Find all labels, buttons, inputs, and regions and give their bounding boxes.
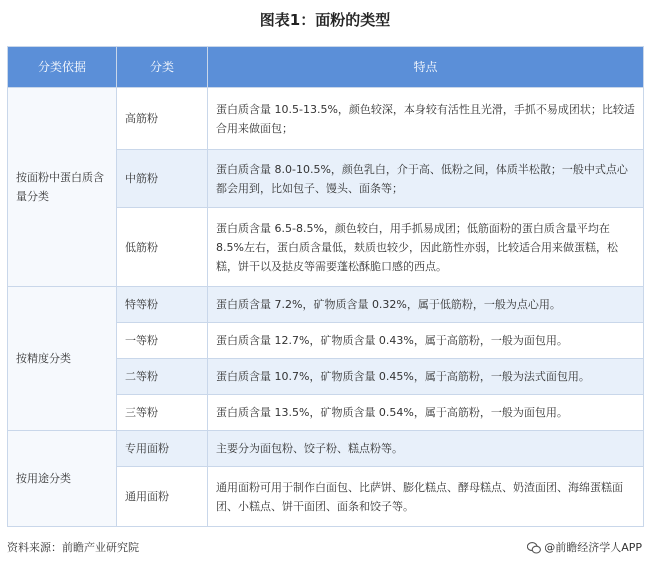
feature-cell: 蛋白质含量 8.0-10.5%，颜色乳白，介于高、低粉之间，体质半松散；一般中式点心都会用到，比如包子、馒头、面条等； [208,150,644,208]
table-row [8,287,644,323]
category-cell: 通用面粉 [117,467,208,527]
header-feature: 特点 [208,47,644,88]
category-cell: 二等粉 [117,359,208,395]
figure-title: 图表1：面粉的类型 [259,11,391,29]
group-basis-usage: 按用途分类 [8,431,117,527]
header-basis: 分类依据 [8,47,117,88]
category-cell: 高筋粉 [117,88,208,150]
feature-cell: 蛋白质含量 7.2%，矿物质含量 0.32%，属于低筋粉，一般为点心用。 [208,287,644,323]
brand-label: @前瞻经济学人APP [544,541,642,554]
source-note: 资料来源：前瞻产业研究院 [7,541,139,554]
category-cell: 专用面粉 [117,431,208,467]
feature-cell: 蛋白质含量 12.7%，矿物质含量 0.43%，属于高筋粉，一般为面包用。 [208,323,644,359]
table-header-row [8,47,644,88]
feature-cell: 蛋白质含量 10.7%，矿物质含量 0.45%，属于高筋粉，一般为法式面包用。 [208,359,644,395]
wechat-icon [527,542,541,554]
feature-cell: 蛋白质含量 13.5%，矿物质含量 0.54%，属于高筋粉，一般为面包用。 [208,395,644,431]
category-cell: 低筋粉 [117,208,208,287]
header-category: 分类 [117,47,208,88]
brand-note [527,539,642,557]
table-row [8,88,644,150]
table-row [8,431,644,467]
category-cell: 一等粉 [117,323,208,359]
flour-types-table [7,46,644,527]
feature-cell: 蛋白质含量 10.5-13.5%，颜色较深，本身较有活性且光滑，手抓不易成团状；比较适合用来做面包； [208,88,644,150]
category-cell: 特等粉 [117,287,208,323]
group-basis-protein: 按面粉中蛋白质含量分类 [8,88,117,287]
category-cell: 中筋粉 [117,150,208,208]
feature-cell: 主要分为面包粉、饺子粉、糕点粉等。 [208,431,644,467]
category-cell: 三等粉 [117,395,208,431]
feature-cell: 蛋白质含量 6.5-8.5%，颜色较白，用手抓易成团；低筋面粉的蛋白质含量平均在 8.5%左右，蛋白质含量低，麸质也较少，因此筋性亦弱，比较适合用来做蛋糕，松糕，饼干以及挞皮等需要蓬松酥脆口感的西点。 [208,208,644,287]
feature-cell: 通用面粉可用于制作白面包、比萨饼、膨化糕点、酵母糕点、奶渣面团、海绵蛋糕面团、小糕点、饼干面团、面条和饺子等。 [208,467,644,527]
group-basis-precision: 按精度分类 [8,287,117,431]
